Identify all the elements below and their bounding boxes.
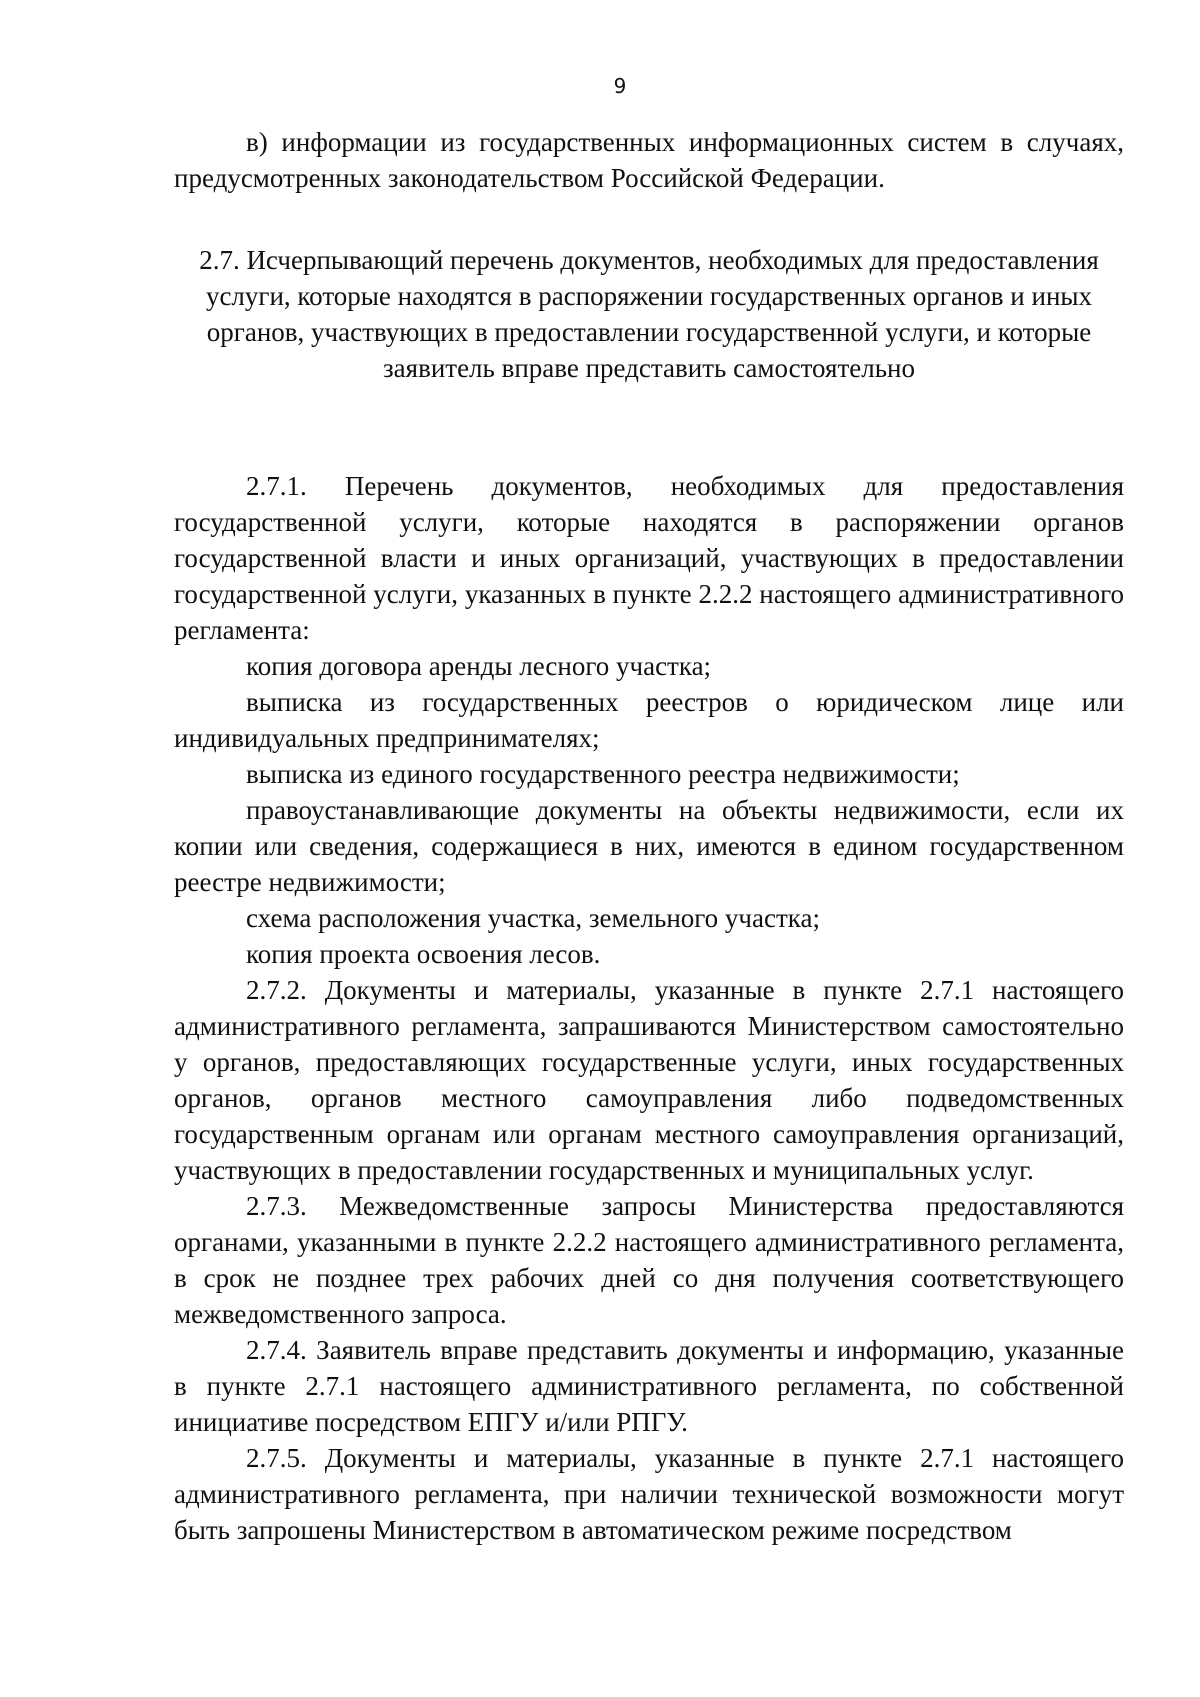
document-body — [174, 124, 1124, 1548]
paragraph-2-7-3: 2.7.3. Межведомственные запросы Министерства предоставляются органами, указанными в пункте 2.2.2 настоящего административного регламента, в срок не позднее трех рабочих дней со дня получения соответствующего межведомственного запроса. — [174, 1191, 1124, 1329]
list-item-title-documents: правоустанавливающие документы на объекты недвижимости, если их копии или сведения, содержащиеся в них, имеются в едином государственном реестре недвижимости; — [174, 795, 1124, 897]
list-item-forest-project: копия проекта освоения лесов. — [246, 939, 601, 969]
list-item-real-estate-extract: выписка из единого государственного реестра недвижимости; — [246, 759, 960, 789]
list-item-site-scheme: схема расположения участка, земельного участка; — [246, 903, 820, 933]
paragraph-2-7-4: 2.7.4. Заявитель вправе представить документы и информацию, указанные в пункте 2.7.1 настоящего административного регламента, по собственной инициативе посредством ЕПГУ и/или РПГУ. — [174, 1335, 1124, 1437]
paragraph-2-7-5: 2.7.5. Документы и материалы, указанные в пункте 2.7.1 настоящего административного регламента, при наличии технической возможности могут быть запрошены Министерством в автоматическом режиме посредством — [174, 1443, 1124, 1545]
list-item-lease-copy: копия договора аренды лесного участка; — [246, 651, 712, 681]
paragraph-2-7-1: 2.7.1. Перечень документов, необходимых для предоставления государственной услуги, которые находятся в распоряжении органов государственной власти и иных организаций, участвующих в предоставлении государственной услуги, указанных в пункте 2.2.2 настоящего административного регламента: — [174, 471, 1124, 645]
section-heading-2-7: 2.7. Исчерпывающий перечень документов, необходимых для предоставления услуги, которые находятся в распоряжении государственных органов и иных органов, участвующих в предоставлении государственной услуги, и которые заявитель вправе представить самостоятельно — [199, 245, 1099, 383]
paragraph-item-v: в) информации из государственных информационных систем в случаях, предусмотренных законодательством Российской Федерации. — [174, 127, 1124, 193]
list-item-registry-extract: выписка из государственных реестров о юридическом лице или индивидуальных предпринимателях; — [174, 687, 1124, 753]
page-number: 9 — [613, 74, 627, 98]
spacer — [174, 196, 1124, 242]
paragraph-2-7-2: 2.7.2. Документы и материалы, указанные в пункте 2.7.1 настоящего административного регламента, запрашиваются Министерством самостоятельно у органов, предоставляющих государственные услуги, иных государственных органов, органов местного самоуправления либо подведомственных государственным органам или органам местного самоуправления организаций, участвующих в предоставлении государственных и муниципальных услуг. — [174, 975, 1124, 1185]
